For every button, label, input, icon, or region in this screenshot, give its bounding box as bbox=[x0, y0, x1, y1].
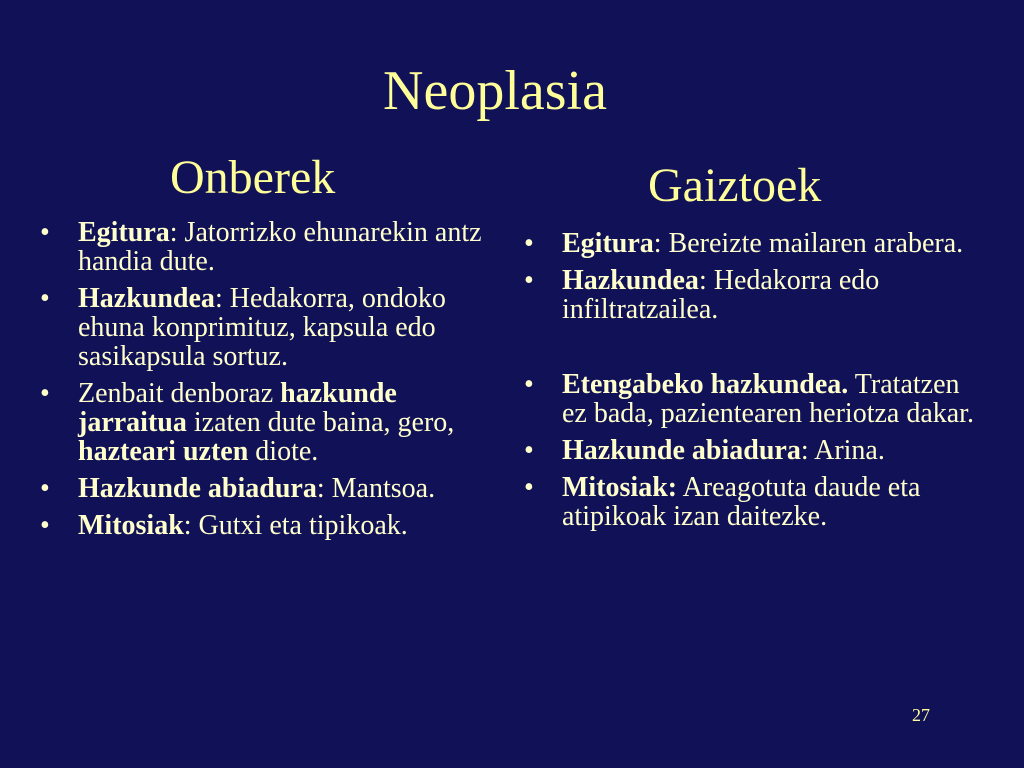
item-term: Hazkundea bbox=[562, 265, 699, 296]
item-text: : Hedakorra, ondoko ehuna konprimituz, kapsula edo sasikapsula sortuz. bbox=[78, 283, 446, 372]
item-text: : Gutxi eta tipikoak. bbox=[183, 510, 408, 541]
item-term: hazteari uzten bbox=[78, 436, 249, 467]
item-text: : Hedakorra edo infiltratzailea. bbox=[562, 265, 880, 325]
left-column-heading: Onberek bbox=[170, 151, 336, 204]
item-text: Tratatzen ez bada, pazientearen heriotza dakar. bbox=[562, 369, 974, 429]
item-term: Etengabeko hazkundea. bbox=[562, 369, 849, 400]
item-text: : Arina. bbox=[800, 435, 885, 466]
page-number: 27 bbox=[912, 705, 930, 725]
item-term: Hazkunde abiadura bbox=[78, 473, 317, 504]
slide-title: Neoplasia bbox=[383, 60, 607, 122]
right-bullet-list bbox=[524, 229, 974, 539]
bullet-icon: • bbox=[524, 435, 534, 466]
item-text: Areagotuta daude eta atipikoak izan daitezke. bbox=[562, 472, 921, 532]
item-text: : Bereizte mailaren arabera. bbox=[653, 228, 964, 259]
bullet-icon: • bbox=[524, 228, 534, 259]
list-item bbox=[524, 266, 974, 324]
list-item bbox=[40, 379, 490, 466]
bullet-icon: • bbox=[40, 473, 50, 504]
list-item bbox=[40, 474, 490, 503]
item-text: izaten dute baina, gero, bbox=[186, 407, 455, 438]
bullet-icon: • bbox=[40, 217, 50, 248]
list-item bbox=[524, 473, 974, 531]
item-text: : Jatorrizko ehunarekin antz handia dute. bbox=[78, 217, 482, 277]
list-item bbox=[40, 284, 490, 371]
bullet-icon: • bbox=[524, 472, 534, 503]
item-term: Mitosiak: bbox=[562, 472, 678, 503]
item-term: hazkunde jarraitua bbox=[78, 378, 397, 438]
list-item bbox=[40, 511, 490, 540]
item-text: Zenbait denboraz bbox=[78, 378, 281, 409]
bullet-icon: • bbox=[40, 378, 50, 409]
list-item bbox=[40, 218, 490, 276]
bullet-icon: • bbox=[40, 510, 50, 541]
item-term: Mitosiak bbox=[78, 510, 184, 541]
list-item bbox=[524, 436, 974, 465]
item-text: diote. bbox=[248, 436, 319, 467]
list-item bbox=[524, 370, 974, 428]
item-term: Hazkundea bbox=[78, 283, 215, 314]
bullet-icon: • bbox=[40, 283, 50, 314]
list-item bbox=[524, 229, 974, 258]
bullet-icon: • bbox=[524, 265, 534, 296]
left-bullet-list bbox=[40, 218, 490, 548]
item-term: Egitura bbox=[78, 217, 170, 248]
item-term: Hazkunde abiadura bbox=[562, 435, 801, 466]
item-term: Egitura bbox=[562, 228, 654, 259]
bullet-icon: • bbox=[524, 369, 534, 400]
right-column-heading: Gaiztoek bbox=[648, 159, 822, 212]
item-text: : Mantsoa. bbox=[316, 473, 436, 504]
